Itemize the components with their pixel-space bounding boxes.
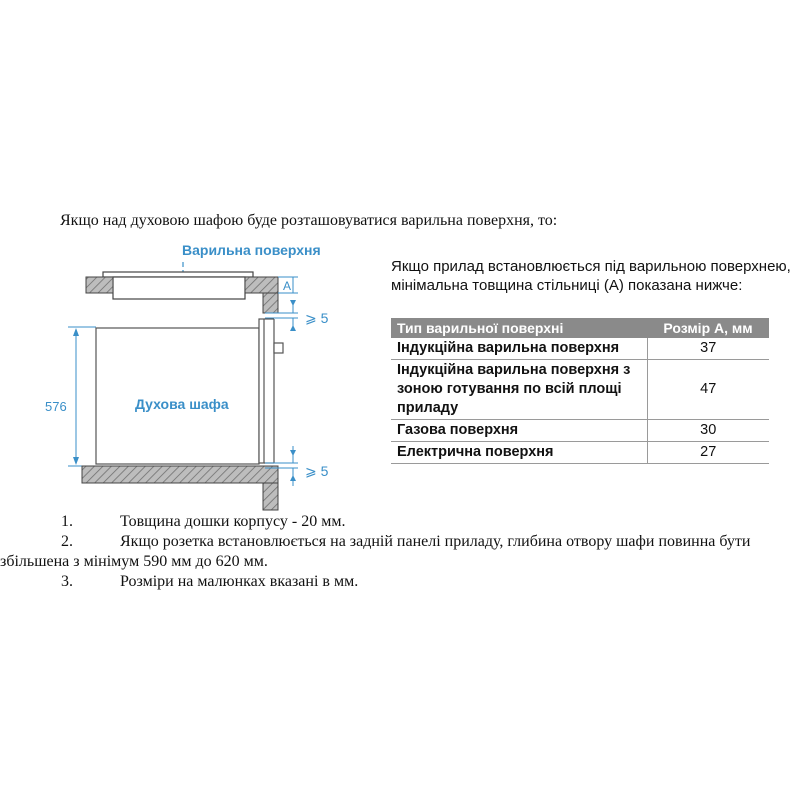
table-row: [391, 360, 769, 420]
table-intro-line-1: Якщо прилад встановлюється під варильною поверхнею,: [391, 258, 791, 275]
table-cell-type: Електрична поверхня: [391, 442, 647, 464]
table-intro-line-2: мінімальна товщина стільниці (А) показана нижче:: [391, 277, 743, 294]
table-header-size: Розмір А, мм: [647, 318, 769, 338]
note-number: 1.: [61, 513, 73, 530]
oven-front: [259, 319, 264, 463]
table-intro: [391, 257, 791, 295]
cabinet-bottom: [82, 466, 278, 483]
cabinet-side-lower: [263, 483, 278, 510]
table-cell-value: 37: [647, 338, 769, 360]
oven-label: Духова шафа: [135, 396, 229, 412]
table-row: [391, 338, 769, 360]
hob-label: Варильна поверхня: [182, 242, 321, 258]
intro-text: Якщо над духовою шафою буде розташовуватися варильна поверхня, то:: [60, 212, 558, 229]
table-cell-value: 27: [647, 442, 769, 464]
note-number: 3.: [61, 573, 73, 590]
note-text: Розміри на малюнках вказані в мм.: [120, 573, 359, 590]
thickness-table: [391, 318, 769, 464]
dim-gap-bottom-label: ⩾ 5: [305, 463, 329, 479]
hob-plate: [103, 272, 253, 277]
dim-gap-top-label: ⩾ 5: [305, 310, 329, 326]
worktop-right: [245, 277, 278, 293]
dim-a-label: A: [283, 279, 292, 293]
table-cell-value: 30: [647, 420, 769, 442]
table-cell-value: 47: [647, 360, 769, 420]
table-header-type: Тип варильної поверхні: [391, 318, 647, 338]
table-cell-type: Індукційна варильна поверхня з зоною готування по всій площі приладу: [391, 360, 647, 420]
cabinet-side-upper: [263, 293, 278, 313]
table-cell-type: Газова поверхня: [391, 420, 647, 442]
table-row: [391, 442, 769, 464]
note-number: 2.: [61, 533, 73, 550]
note-item: [0, 532, 800, 552]
dim-576-label: 576: [45, 399, 67, 414]
note-text: Якщо розетка встановлюється на задній панелі приладу, глибина отвору шафи повинна бути: [120, 533, 751, 550]
notes-list: [0, 512, 800, 592]
oven-handle: [274, 343, 283, 353]
table-cell-type: Індукційна варильна поверхня: [391, 338, 647, 360]
note-text-continued: збільшена з мінімум 590 мм до 620 мм.: [0, 553, 268, 570]
worktop-left: [86, 277, 113, 293]
note-item: [0, 512, 800, 532]
note-text: Товщина дошки корпусу - 20 мм.: [120, 513, 346, 530]
hob-body: [113, 277, 245, 299]
note-continuation: [0, 552, 800, 572]
note-item: [0, 572, 800, 592]
table-row: [391, 420, 769, 442]
